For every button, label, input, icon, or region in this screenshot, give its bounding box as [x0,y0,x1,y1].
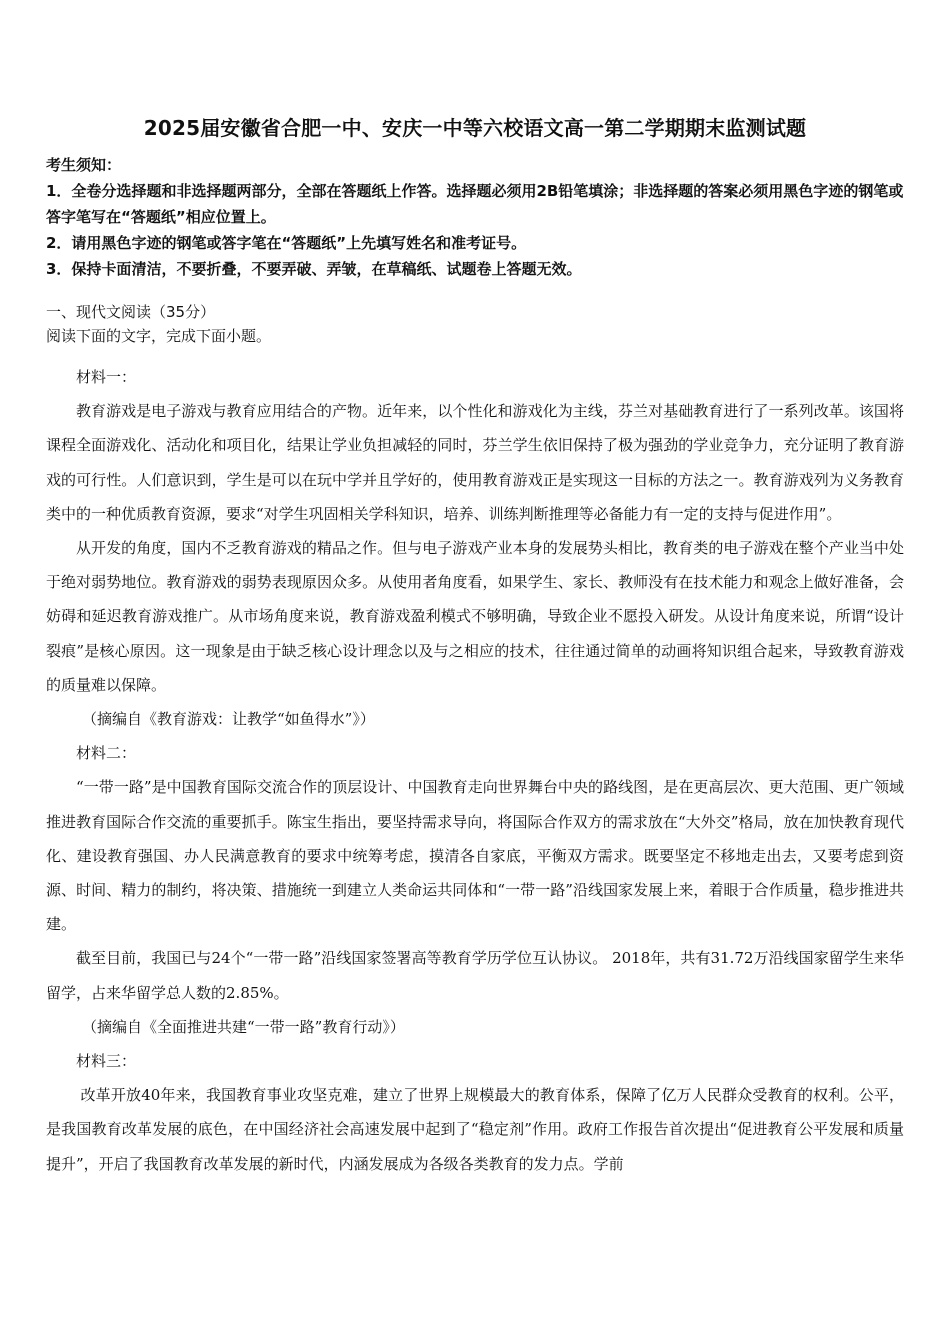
material-1-paragraph: 教育游戏是电子游戏与教育应用结合的产物。近年来，以个性化和游戏化为主线，芬兰对基础教育进行了一系列改革。该国将课程全面游戏化、活动化和项目化，结果让学业负担减轻的同时，芬兰学生依旧保持了极为强劲的学业竞争力，充分证明了教育游戏的可行性。人们意识到，学生是可以在玩中学并且学好的，使用教育游戏正是实现这一目标的方法之一。教育游戏列为义务教育类中的一种优质教育资源，要求“对学生巩固相关学科知识，培养、训练判断推理等必备能力有一定的支持与促进作用”。 [46,402,904,523]
material-3-paragraph: 改革开放40年来，我国教育事业攻坚克难，建立了世界上规模最大的教育体系，保障了亿万人民群众受教育的权利。公平，是我国教育改革发展的底色，在中国经济社会高速发展中起到了“稳定剂”作用。政府工作报告首次提出“促进教育公平发展和质量提升”，开启了我国教育改革发展的新时代，内涵发展成为各级各类教育的发力点。学前 [46,1086,904,1173]
material-2-paragraph: 截至目前，我国已与24个“一带一路”沿线国家签署高等教育学历学位互认协议。 2018年，共有31.72万沿线国家留学生来华留学，占来华留学总人数的2.85%。 [46,949,904,1002]
section-header [46,300,906,348]
material-1-paragraph: 从开发的角度，国内不乏教育游戏的精品之作。但与电子游戏产业本身的发展势头相比，教育类的电子游戏在整个产业当中处于绝对弱势地位。教育游戏的弱势表现原因众多。从使用者角度看，如果学生、家长、教师没有在技术能力和观念上做好准备，会妨碍和延迟教育游戏推广。从市场角度来说，教育游戏盈利模式不够明确，导致企业不愿投入研发。从设计角度来说，所谓“设计裂痕”是核心原因。这一现象是由于缺乏核心设计理念以及与之相应的技术，往往通过简单的动画将知识组合起来，导致教育游戏的质量难以保障。 [46,539,904,694]
material-2-label: 材料二： [76,744,137,763]
material-1-label: 材料一： [76,368,137,386]
candidate-notice [46,152,906,282]
reading-passage [46,360,904,1181]
notice-item: 1．全卷分选择题和非选择题两部分，全部在答题纸上作答。选择题必须用2B铅笔填涂；非选择题的答案必须用黑色字迹的钢笔或答字笔写在“答题纸”相应位置上。 [46,182,904,226]
material-2-source: （摘编自《全面推进共建“一带一路”教育行动》） [82,1017,405,1036]
section-heading: 一、现代文阅读（35分） [46,303,216,321]
material-1-source: （摘编自《教育游戏：让教学“如鱼得水”》） [82,710,375,729]
section-intro: 阅读下面的文字，完成下面小题。 [46,327,272,345]
page-title: 2025届安徽省合肥一中、安庆一中等六校语文高一第二学期期末监测试题 [143,116,807,140]
material-3-label: 材料三： [76,1052,137,1071]
notice-heading: 考生须知： [46,156,122,174]
notice-item: 3．保持卡面清洁，不要折叠，不要弄破、弄皱，在草稿纸、试题卷上答题无效。 [46,260,582,278]
material-2-paragraph: “一带一路”是中国教育国际交流合作的顶层设计、中国教育走向世界舞台中央的路线图，是在更高层次、更大范围、更广领域推进教育国际合作交流的重要抓手。陈宝生指出，要坚持需求导向，将国际合作双方的需求放在“大外交”格局，放在加快教育现代化、建设教育强国、办人民满意教育的要求中统筹考虑，摸清各自家底，平衡双方需求。既要坚定不移地走出去，又要考虑到资源、时间、精力的制约，将决策、措施统一到建立人类命运共同体和“一带一路”沿线国家发展上来，着眼于合作质量，稳步推进共建。 [46,778,904,934]
notice-item: 2．请用黑色字迹的钢笔或答字笔在“答题纸”上先填写姓名和准考证号。 [46,234,527,252]
